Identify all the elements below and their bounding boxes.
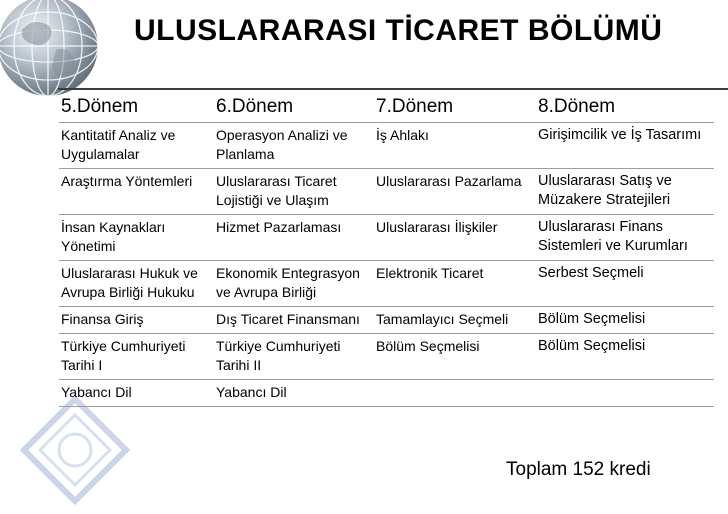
title-divider (58, 88, 728, 90)
course-cell (374, 380, 536, 407)
table-row (59, 261, 714, 307)
course-cell: Hizmet Pazarlaması (214, 215, 374, 261)
course-cell: Uluslararası Finans Sistemleri ve Kurumları (536, 215, 714, 261)
table-row (59, 123, 714, 169)
total-credits: Toplam 152 kredi (506, 459, 651, 480)
course-cell: Bölüm Seçmelisi (374, 334, 536, 380)
course-cell: Araştırma Yöntemleri (59, 169, 214, 215)
course-cell: Türkiye Cumhuriyeti Tarihi I (59, 334, 214, 380)
table-row (59, 334, 714, 380)
table-row (59, 380, 714, 407)
course-cell: Ekonomik Entegrasyon ve Avrupa Birliği (214, 261, 374, 307)
column-header-8-donem: 8.Dönem (536, 92, 714, 123)
globe-icon (0, 0, 104, 102)
course-cell: İş Ahlakı (374, 123, 536, 169)
course-cell: Uluslararası Pazarlama (374, 169, 536, 215)
column-header-6-donem: 6.Dönem (214, 92, 374, 123)
course-cell: Girişimcilik ve İş Tasarımı (536, 123, 714, 169)
course-cell: Türkiye Cumhuriyeti Tarihi II (214, 334, 374, 380)
course-cell: Yabancı Dil (214, 380, 374, 407)
table-row (59, 169, 714, 215)
course-cell: Tamamlayıcı Seçmeli (374, 307, 536, 334)
course-cell: Operasyon Analizi ve Planlama (214, 123, 374, 169)
table-row (59, 215, 714, 261)
course-cell (536, 380, 714, 407)
page-title: ULUSLARARASI TİCARET BÖLÜMÜ (134, 14, 663, 47)
course-cell: Uluslararası Hukuk ve Avrupa Birliği Hukuku (59, 261, 214, 307)
course-cell: Kantitatif Analiz ve Uygulamalar (59, 123, 214, 169)
course-cell: Finansa Giriş (59, 307, 214, 334)
course-cell: İnsan Kaynakları Yönetimi (59, 215, 214, 261)
column-header-7-donem: 7.Dönem (374, 92, 536, 123)
course-cell: Bölüm Seçmelisi (536, 334, 714, 380)
university-seal-icon (20, 395, 130, 505)
course-cell: Yabancı Dil (59, 380, 214, 407)
column-header-5-donem: 5.Dönem (59, 92, 214, 123)
table-row (59, 307, 714, 334)
course-cell: Uluslararası İlişkiler (374, 215, 536, 261)
course-cell: Serbest Seçmeli (536, 261, 714, 307)
course-cell: Dış Ticaret Finansmanı (214, 307, 374, 334)
table-header-row (59, 92, 714, 123)
course-cell: Elektronik Ticaret (374, 261, 536, 307)
course-cell: Uluslararası Ticaret Lojistiği ve Ulaşım (214, 169, 374, 215)
course-cell: Uluslararası Satış ve Müzakere Stratejileri (536, 169, 714, 215)
course-cell: Bölüm Seçmelisi (536, 307, 714, 334)
curriculum-table (59, 92, 714, 407)
